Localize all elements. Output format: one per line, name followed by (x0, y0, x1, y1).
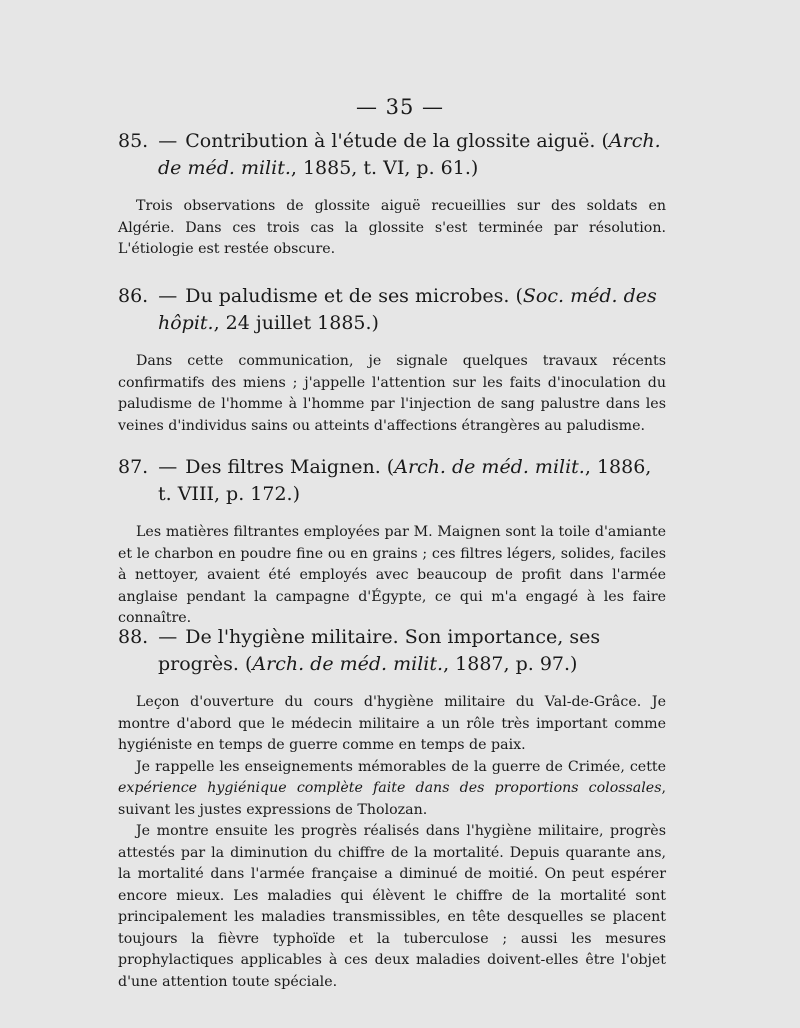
entry-title: De l'hygiène militaire. Son importance, ses progrès. ( (158, 626, 601, 675)
entry-number: 85. (118, 130, 149, 152)
entry-heading (118, 283, 666, 337)
entry-paragraph: Je montre ensuite les progrès réalisés dans l'hygiène militaire, progrès attestés par la diminution du chiffre de la mortalité. Depuis quarante ans, la mortalité dans l'armée française a diminué de moitié. On peut espérer encore mieux. Les maladies qui élèvent le chiffre de la mortalité sont principalement les maladies transmissibles, en tête desquelles se placent toujours la fièvre typhoïde et la tuberculose ; aussi les mesures prophylactiques applicables à ces deux maladies doivent-elles être l'objet d'une attention toute spéciale. (118, 823, 666, 990)
entry-source: Arch. de méd. milit. (394, 456, 585, 478)
entry-dash: — (158, 456, 178, 478)
entry-source: Arch. de méd. milit. (252, 653, 444, 675)
entry-dash: — (158, 626, 178, 648)
entry-paragraph: Trois observations de glossite aiguë recueillies sur des soldats en Algérie. Dans ces trois cas la glossite s'est terminée par résolution. L'étiologie est restée obscure. (118, 198, 666, 257)
entry-title: Du paludisme et de ses microbes. ( (185, 285, 523, 307)
entry-paragraph: Dans cette communication, je signale quelques travaux récents confirmatifs des miens ; j'appelle l'attention sur les faits d'inoculation du paludisme de l'homme à l'homme par l'injection de sang palustre dans les veines d'individus sains ou atteints d'affections étrangères au paludisme. (118, 353, 666, 434)
entry-number: 87. (118, 456, 149, 478)
entry-paragraph: Les matières filtrantes employées par M. Maignen sont la toile d'amiante et le charbon en poudre fine ou en grains ; ces filtres légers, solides, faciles à nettoyer, avaient été employés avec beaucoup de profit dans l'armée anglaise pendant la campagne d'Égypte, ce qui m'a engagé à les faire connaître. (118, 524, 666, 626)
bibliography-entry-85 (118, 128, 666, 261)
entry-source-details: , 1886, t. VIII, p. 172.) (158, 456, 652, 505)
entry-source-details: , 1885, t. VI, p. 61.) (290, 157, 479, 179)
entry-heading (118, 454, 666, 508)
entry-title: Contribution à l'étude de la glossite aiguë. ( (185, 130, 609, 152)
entry-dash: — (158, 285, 178, 307)
paragraph-text: Je rappelle les enseignements mémorables de la guerre de Crimée, cette (136, 758, 666, 775)
entry-source: Arch. de méd. milit. (158, 130, 661, 179)
bibliography-entry-86 (118, 283, 666, 437)
entry-number: 86. (118, 285, 149, 307)
entry-heading (118, 624, 666, 678)
entry-paragraph (118, 757, 666, 822)
entry-title: Des filtres Maignen. ( (185, 456, 395, 478)
paragraph-text: , suivant les justes expressions de Tholozan. (118, 780, 666, 818)
entry-source-details: , 24 juillet 1885.) (213, 312, 379, 334)
bibliography-entry-87 (118, 454, 666, 630)
entry-source-details: , 1887, p. 97.) (443, 653, 578, 675)
entry-paragraph: Leçon d'ouverture du cours d'hygiène militaire du Val-de-Grâce. Je montre d'abord que le médecin militaire a un rôle très important comme hygiéniste en temps de guerre comme en temps de paix. (118, 694, 666, 753)
paragraph-emphasis: expérience hygiénique complète faite dans des proportions colossales (118, 780, 662, 796)
entry-dash: — (158, 130, 178, 152)
entry-heading (118, 128, 666, 182)
bibliography-entry-88 (118, 624, 666, 993)
entry-source: Soc. méd. des hôpit. (158, 285, 657, 334)
page-number: — 35 — (355, 95, 445, 119)
entry-number: 88. (118, 626, 149, 648)
